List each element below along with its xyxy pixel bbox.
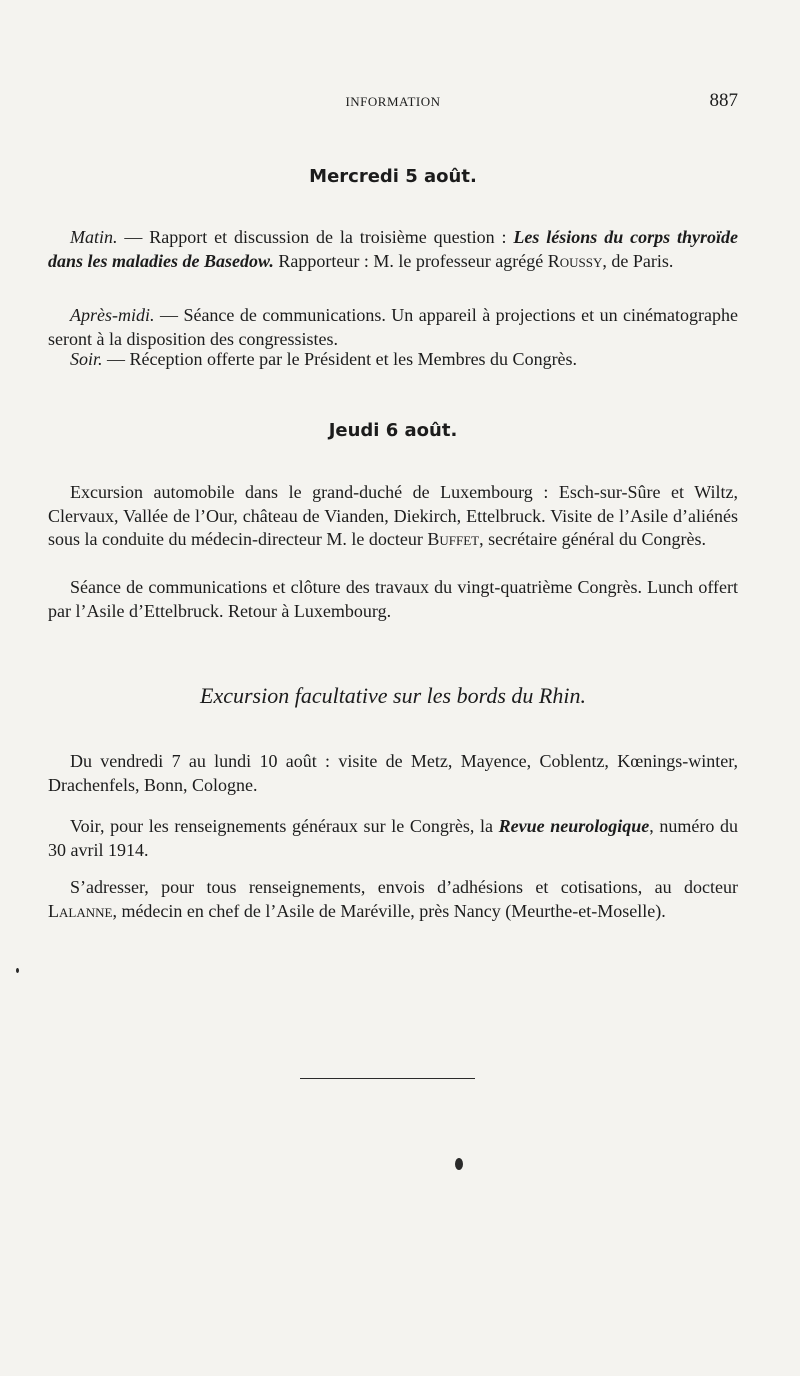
paragraph-contact: [48, 876, 738, 923]
name-buffet: Buffet: [427, 529, 480, 549]
section-heading-excursion: Excursion facultative sur les bords du Rhin.: [200, 683, 586, 708]
paragraph-matin: [48, 226, 738, 273]
text-matin-dash: — Rapport et discussion de la troisième question :: [117, 227, 514, 247]
running-title: INFORMATION: [345, 94, 441, 109]
journal-title: Revue neurologique: [498, 816, 650, 836]
text-contact-start: S’adresser, pour tous renseignements, envois d’adhésions et cotisations, au docteur: [70, 877, 738, 897]
paragraph-revue-neurologique: [48, 815, 738, 862]
text-revue-start: Voir, pour les renseignements généraux sur le Congrès, la: [70, 816, 499, 836]
text-soir: — Réception offerte par le Président et les Membres du Congrès.: [102, 349, 578, 369]
text-luxembourg-end: , secrétaire général du Congrès.: [479, 529, 707, 549]
section-heading-wednesday: Mercredi 5 août.: [309, 166, 477, 187]
paragraph-excursion-luxembourg: [48, 481, 738, 552]
label-apres-midi: Après-midi.: [70, 305, 155, 325]
name-lalanne: Lalanne: [48, 900, 113, 921]
text-contact-end: , médecin en chef de l’Asile de Maréville, près Nancy (Meurthe-et-Moselle).: [112, 900, 666, 921]
text-apres-midi: — Séance de communications. Un appareil à projections et un cinématographe seront à la disposition des congressistes.: [48, 305, 738, 349]
label-matin: Matin.: [70, 227, 118, 247]
closing-rule: [300, 1078, 475, 1079]
paragraph-apres-midi: [48, 304, 738, 351]
paragraph-seance-cloture: Séance de communications et clôture des travaux du vingt-quatrième Congrès. Lunch offert par l’Asile d’Ettelbruck. Retour à Luxembourg.: [48, 577, 738, 621]
paragraph-soir: [48, 348, 738, 372]
text-matin-end: , de Paris.: [602, 250, 674, 271]
running-header: [48, 90, 738, 114]
label-soir: Soir.: [70, 349, 103, 369]
ink-spot: [455, 1158, 463, 1170]
ink-speck: [16, 968, 19, 973]
text-revue-end: , numéro du 30 avril 1914.: [48, 816, 738, 860]
text-matin-topic: Les lésions du corps thyroïde dans les maladies de Basedow.: [48, 227, 738, 271]
name-roussy: Roussy: [547, 250, 603, 271]
page-number: 887: [709, 90, 738, 111]
text-matin-rest: Rapporteur : M. le professeur agrégé: [273, 250, 548, 271]
section-heading-thursday: Jeudi 6 août.: [328, 420, 458, 441]
text-luxembourg-start: Excursion automobile dans le grand-duché de Luxembourg : Esch-sur-Sûre et Wiltz, Clervaux, Vallée de l’Our, château de Vianden, Diekirch, Ettelbruck. Visite de l’Asile d’aliénés sous la conduite du médecin-directeur M. le docteur: [48, 482, 738, 549]
paragraph-rhin-itinerary: Du vendredi 7 au lundi 10 août : visite de Metz, Mayence, Coblentz, Kœnings-winter, Drachenfels, Bonn, Cologne.: [48, 751, 738, 795]
